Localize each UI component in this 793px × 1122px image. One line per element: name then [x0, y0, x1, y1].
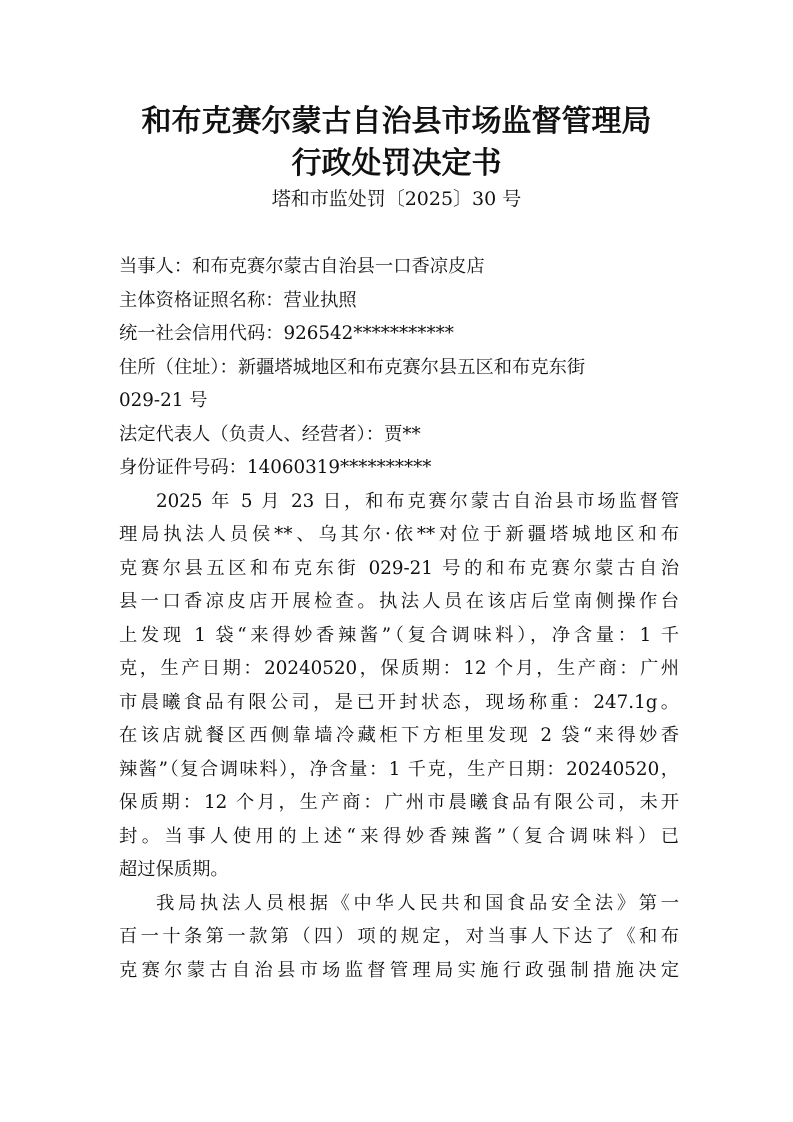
- paragraph1-line: 2025 年 5 月 23 日，和布克赛尔蒙古自治县市场监督管: [156, 490, 679, 512]
- document-title-line2: 行政处罚决定书: [291, 146, 502, 181]
- paragraph2-line: 我局执法人员根据《中华人民共和国食品安全法》第一: [156, 892, 679, 914]
- paragraph1-line: 辣酱”（复合调味料），净含量：1 千克，生产日期：20240520，: [119, 758, 679, 780]
- paragraph2-line: 百一十条第一款第（四）项的规定，对当事人下达了《和布: [119, 926, 679, 947]
- paragraph1-line: 上发现 1 袋“来得妙香辣酱”（复合调味料），净含量：1 千: [119, 624, 679, 646]
- credit-code: 统一社会信用代码：926542***********: [119, 323, 454, 344]
- paragraph1-line: 在该店就餐区西侧靠墙冷藏柜下方柜里发现 2 袋“来得妙香: [119, 725, 679, 746]
- paragraph1-line: 超过保质期。: [119, 859, 229, 880]
- legal-representative: 法定代表人（负责人、经营者）：贾**: [119, 423, 421, 445]
- paragraph1-line: 市晨曦食品有限公司，是已开封状态，现场称重：247.1g。: [119, 691, 679, 713]
- document-title-line1: 和布克赛尔蒙古自治县市场监督管理局: [141, 104, 652, 139]
- paragraph1-line: 理局执法人员侯**、乌其尔·依**对位于新疆塔城地区和布: [119, 524, 679, 545]
- party-name: 当事人：和布克赛尔蒙古自治县一口香凉皮店: [119, 256, 485, 277]
- paragraph1-line: 克，生产日期：20240520，保质期：12 个月，生产商：广州: [119, 658, 679, 679]
- paragraph1-line: 克赛尔县五区和布克东街 029-21 号的和布克赛尔蒙古自治: [119, 557, 679, 579]
- license-name: 主体资格证照名称：营业执照: [119, 289, 357, 311]
- paragraph1-line: 封。当事人使用的上述“来得妙香辣酱”（复合调味料）已: [119, 825, 679, 847]
- document-number: 塔和市监处罚〔2025〕30 号: [271, 188, 522, 210]
- address-line1: 住所（住址）：新疆塔城地区和布克赛尔县五区和布克东街: [119, 356, 586, 378]
- id-number: 身份证件号码：14060319**********: [119, 457, 432, 478]
- address-line2: 029-21 号: [119, 390, 208, 411]
- paragraph1-line: 保质期：12 个月，生产商：广州市晨曦食品有限公司，未开: [119, 792, 679, 813]
- document-body: [119, 250, 679, 987]
- paragraph2-line: 克赛尔蒙古自治县市场监督管理局实施行政强制措施决定: [119, 959, 679, 981]
- paragraph1-line: 县一口香凉皮店开展检查。执法人员在该店后堂南侧操作台: [119, 591, 679, 612]
